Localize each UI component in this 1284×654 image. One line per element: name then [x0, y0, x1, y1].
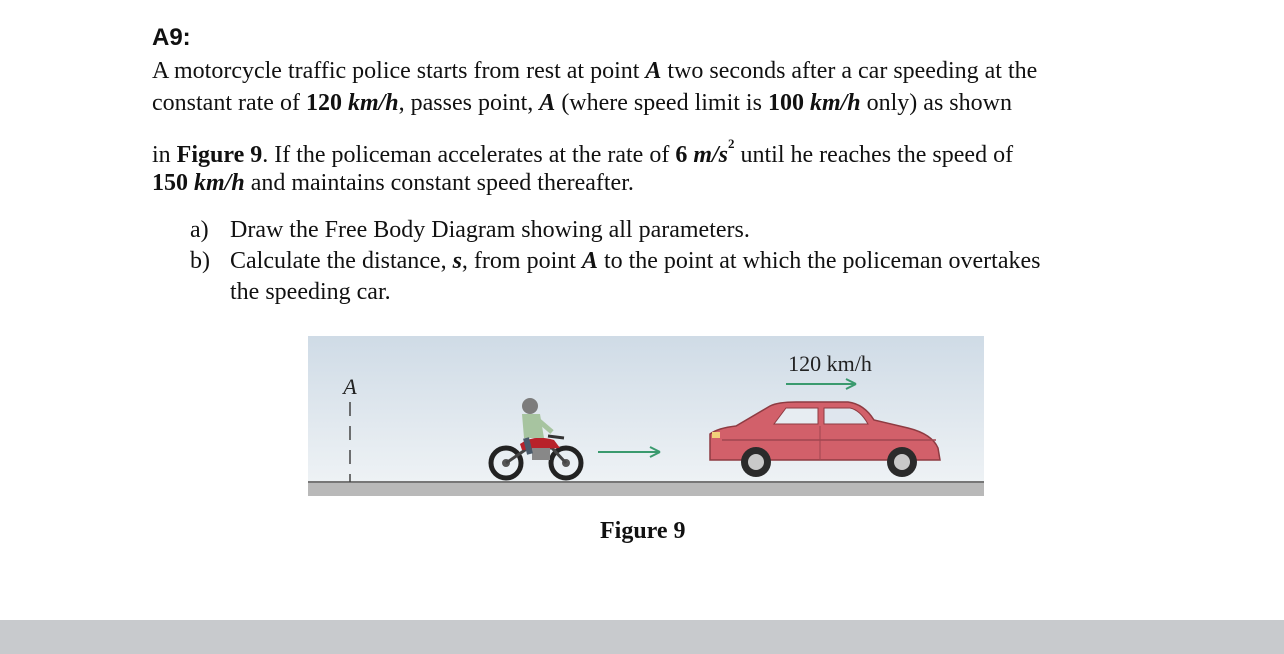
figure-9 [308, 336, 984, 498]
question-label: A9: [152, 24, 191, 51]
figure-caption: Figure 9 [600, 518, 686, 544]
task-list [190, 215, 1150, 308]
task-b: b) Calculate the distance, s, from point A to the point at which the policeman overtakes the speeding car. [190, 248, 1041, 305]
question-line-4: 150 km/h and maintains constant speed thereafter. [152, 170, 634, 196]
question-line-3: in Figure 9. If the policeman accelerates at the rate of 6 $m/s^2$ until he reaches the speed of [152, 136, 1014, 168]
bottom-bar [0, 620, 1284, 654]
road [308, 482, 984, 496]
task-a: a) Draw the Free Body Diagram showing all parameters. [190, 217, 750, 243]
question-line-2: constant rate of 120 km/h, passes point, A (where speed limit is 100 km/h only) as shown [152, 90, 1012, 116]
point-a-label: A [343, 374, 357, 399]
figure-illustration [308, 336, 984, 498]
car-speed-label: 120 km/h [788, 351, 872, 376]
question-line-1: A motorcycle traffic police starts from rest at point A two seconds after a car speeding at the [152, 58, 1038, 84]
